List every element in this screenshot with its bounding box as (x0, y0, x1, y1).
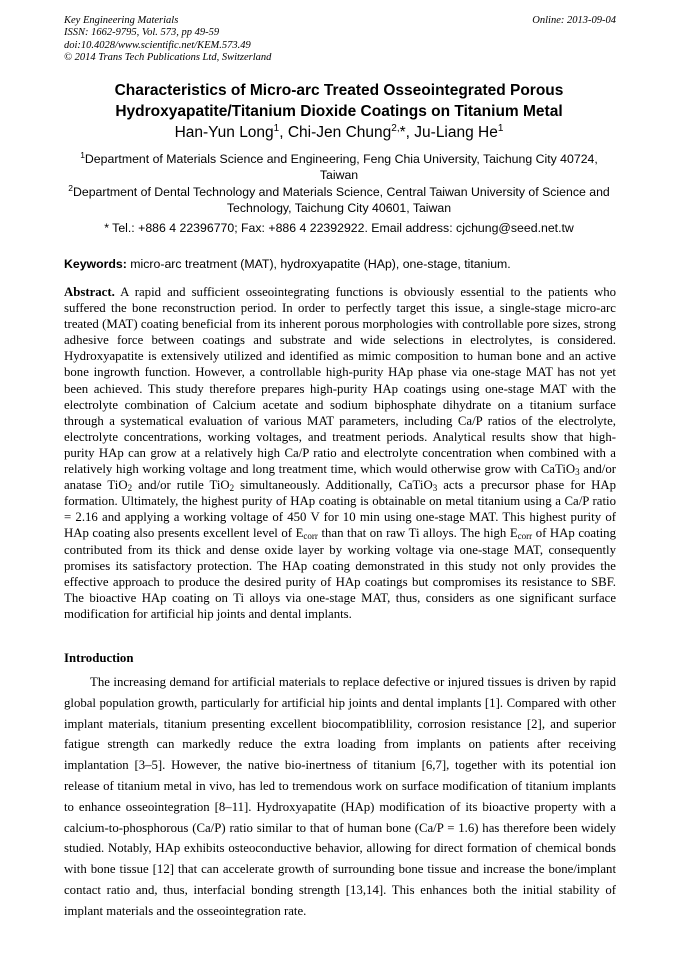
introduction-heading: Introduction (64, 651, 134, 665)
abstract-text-1: A rapid and sufficient osseointegrating functions is obviously essential to the patients who suffered the bone reconstruction period. In order to perfectly target this issue, a single-stage micro-arc treated (MAT) coating beneficial from its inherent porous morphologies with controllable pore sizes, strong adhesive force between coatings and substrate and wide selections in electrolytes, is considered. Hydroxyapatite is extensively utilized and identified as mimic composition to human bone and an active bone ingrowth function. However, a controllable high-purity HAp phase via one-stage MAT has not yet been achieved. This study therefore prepares high-purity HAp coatings using one-stage MAT with the electrolyte combination of Calcium acetate and sodium biphosphate dihydrate on a titanium surface through a systematical evaluation of various MAT parameters, including Ca/P ratios of the electrolyte, electrolyte concentrations, working voltages, and treatment periods. Analytical results show that high-purity HAp can grow at a relatively high Ca/P ratio and electrolyte concentration when combined with a relatively high working voltage and long treatment time, which would otherwise grow with CaTiO (64, 285, 616, 477)
keywords-text: micro-arc treatment (MAT), hydroxyapatite (HAp), one-stage, titanium. (130, 257, 511, 271)
online-date: Online: 2013-09-04 (532, 15, 616, 26)
journal-header (64, 15, 616, 64)
affiliation-1-text: Department of Materials Science and Engineering, Feng Chia University, Taichung City 40724, Taiwan (84, 152, 598, 182)
author-3-affiliation: 1 (497, 123, 504, 134)
affiliation-2-number: 2 (68, 183, 73, 193)
affiliation-2 (60, 184, 618, 216)
keywords (64, 256, 624, 272)
author-1-affiliation: 1 (273, 123, 280, 134)
abstract-sub-1: 3 (575, 467, 580, 478)
author-2-affiliation: 2, (391, 123, 400, 134)
affiliation-1 (60, 151, 618, 183)
affiliation-1-number: 1 (80, 150, 85, 160)
abstract-text-6: than that on raw Ti alloys. The high E (317, 526, 518, 541)
abstract-text-5: acts a precursor phase for HAp formation. Ultimately, the highest purity of HAp coating is obtainable on metal titanium using a Ca/P ratio = 2.16 and applying a working voltage of 450 V for 10 min using one-stage MAT. This highest purity of HAp coating also presents excellent level of E (64, 478, 616, 541)
author-3: Ju-Liang He (414, 124, 498, 141)
title-line-2: Hydroxyapatite/Titanium Dioxide Coatings on Titanium Metal (115, 103, 563, 120)
abstract-sub-4: 3 (432, 483, 438, 494)
abstract-text-2: and/or anatase TiO (64, 462, 616, 493)
abstract-label: Abstract. (64, 285, 115, 299)
abstract-text-7: of HAp coating contributed from its thick and dense oxide layer by working voltage via one-stage MAT, consequently promises its satisfactory protection. The HAp coating demonstrated in this study not only provides the effective approach to produce the desired purity of HAp coatings but compromises its resistance to SBF. The bioactive HAp coating on Ti alloys via one-stage MAT, thus, considers as one significant surface modification for artificial hip joints and dental implants. (64, 526, 616, 621)
issn-line: ISSN: 1662-9795, Vol. 573, pp 49-59 (64, 27, 220, 39)
abstract-sub-3: 2 (229, 483, 235, 494)
copyright-line: © 2014 Trans Tech Publications Ltd, Switzerland (64, 51, 272, 63)
affiliation-2-text: Department of Dental Technology and Materials Science, Central Taiwan University of Science and Technology, Taichung City 40601, Taiwan (72, 185, 610, 215)
abstract-text-4: simultaneously. Additionally, CaTiO (234, 478, 433, 493)
paper-title (40, 80, 638, 122)
abstract (64, 284, 616, 622)
keywords-label: Keywords: (64, 257, 127, 271)
corresponding-author-mark: * (399, 124, 406, 141)
doi-line: doi:10.4028/www.scientific.net/KEM.573.49 (64, 39, 251, 51)
title-line-1: Characteristics of Micro-arc Treated Osseointegrated Porous (114, 82, 564, 99)
author-1: Han-Yun Long (174, 124, 274, 141)
abstract-text-3: and/or rutile TiO (132, 478, 230, 493)
author-list: Han-Yun Long$^1$, Chi-Jen Chung$^{2,}$*, Ju-Liang He$^1$ (174, 123, 504, 141)
abstract-sub-2: 2 (127, 483, 133, 494)
contact-info: * Tel.: +886 4 22396770; Fax: +886 4 22392922. Email address: cjchung@seed.net.tw (104, 221, 574, 235)
introduction-paragraph: The increasing demand for artificial materials to replace defective or injured tissues is driven by rapid global population growth, particularly for artificial hip joints and dental implants [1]. Compared with other implant materials, titanium presenting excellent biocompatiblility, corrosion resistance [2], and superior fatigue strength can markedly reduce the extra loading from implants on patients after receiving implantation [3–5]. However, the native bio-inertness of titanium [6,7], together with its potential ion release of titanium metal in vivo, has led to tremendous work on surface modification of titanium implants to enhance osseointegration [8–11]. Hydroxyapatite (HAp) modification of its bioactive property with a calcium-to-phosphorous (Ca/P) ratio similar to that of human bone (Ca/P = 1.6) has therefore been widely studied. Notably, HAp exhibits osteoconductive behavior, allowing for direct formation of chemical bonds with bone tissue [12] that can accelerate growth of surrounding bone tissue and increase the bone/implant contact ratio and, thus, interfacial bonding strength [13,14]. This enhances both the initial stability of implant materials and the osseointegration rate. (64, 675, 616, 918)
journal-name: Key Engineering Materials (64, 15, 179, 26)
author-2: Chi-Jen Chung (287, 124, 392, 141)
abstract-sub-6: corr (517, 531, 533, 542)
abstract-sub-5: corr (303, 531, 318, 542)
